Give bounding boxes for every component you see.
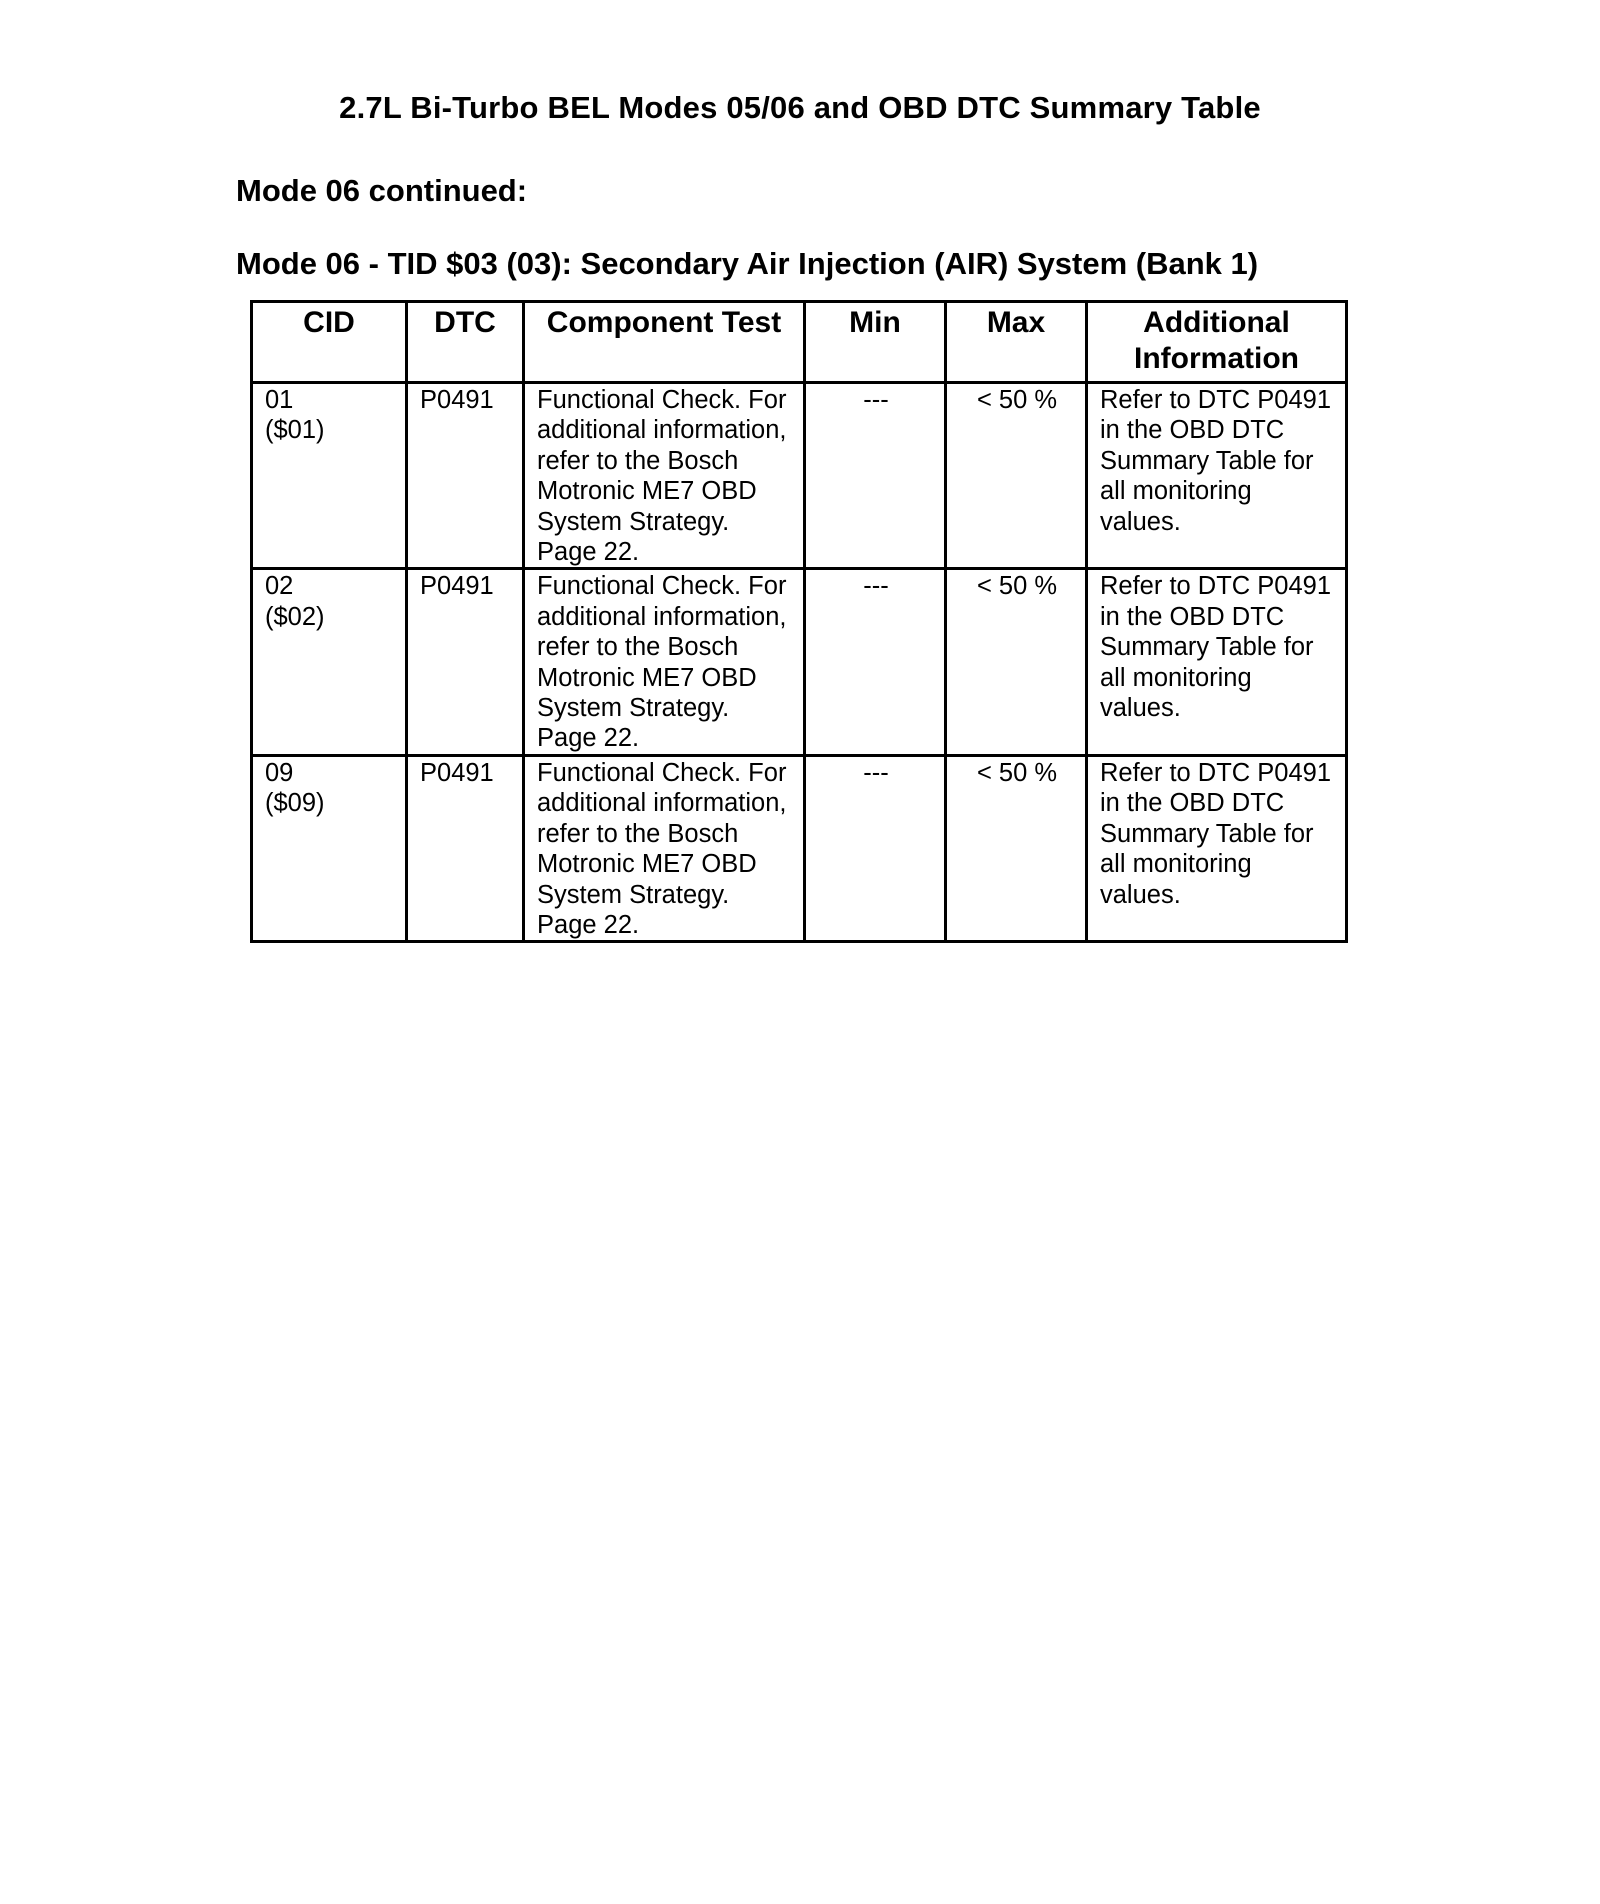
cell-max: < 50 % [946, 755, 1087, 941]
header-max: Max [946, 302, 1087, 383]
cell-dtc: P0491 [407, 569, 524, 755]
cid-hex-value: ($01) [265, 416, 325, 445]
cell-cid [252, 383, 407, 569]
cell-max: < 50 % [946, 569, 1087, 755]
header-min: Min [805, 302, 946, 383]
cid-value: 02 [265, 572, 294, 601]
mode06-tid03-table [250, 300, 1348, 943]
table-heading: Mode 06 - TID $03 (03): Secondary Air Injection (AIR) System (Bank 1) [236, 246, 1259, 281]
continued-heading: Mode 06 continued: [236, 173, 528, 208]
cell-additional-information: Refer to DTC P0491 in the OBD DTC Summary Table for all monitoring values. [1087, 755, 1347, 941]
header-cid: CID [252, 302, 407, 383]
cell-max: < 50 % [946, 383, 1087, 569]
cid-hex-value: ($09) [265, 789, 325, 818]
cell-additional-information: Refer to DTC P0491 in the OBD DTC Summary Table for all monitoring values. [1087, 569, 1347, 755]
document-title: 2.7L Bi-Turbo BEL Modes 05/06 and OBD DTC Summary Table [339, 90, 1261, 125]
cell-min: --- [805, 383, 946, 569]
cell-min: --- [805, 569, 946, 755]
cell-cid [252, 569, 407, 755]
table-row [252, 755, 1347, 941]
cell-min: --- [805, 755, 946, 941]
header-additional-information: Additional Information [1087, 302, 1347, 383]
cell-dtc: P0491 [407, 755, 524, 941]
cell-cid [252, 755, 407, 941]
cell-additional-information: Refer to DTC P0491 in the OBD DTC Summary Table for all monitoring values. [1087, 383, 1347, 569]
header-dtc: DTC [407, 302, 524, 383]
table-row [252, 569, 1347, 755]
cid-hex-value: ($02) [265, 602, 325, 631]
table-row [252, 383, 1347, 569]
table-header-row [252, 302, 1347, 383]
cell-component-test: Functional Check. For additional information, refer to the Bosch Motronic ME7 OBD System Strategy. Page 22. [524, 569, 805, 755]
cid-value: 01 [265, 386, 294, 414]
cell-dtc: P0491 [407, 383, 524, 569]
cid-value: 09 [265, 758, 294, 787]
cell-component-test: Functional Check. For additional information, refer to the Bosch Motronic ME7 OBD System Strategy. Page 22. [524, 755, 805, 941]
cell-component-test: Functional Check. For additional information, refer to the Bosch Motronic ME7 OBD System Strategy. Page 22. [524, 383, 805, 569]
header-component-test: Component Test [524, 302, 805, 383]
